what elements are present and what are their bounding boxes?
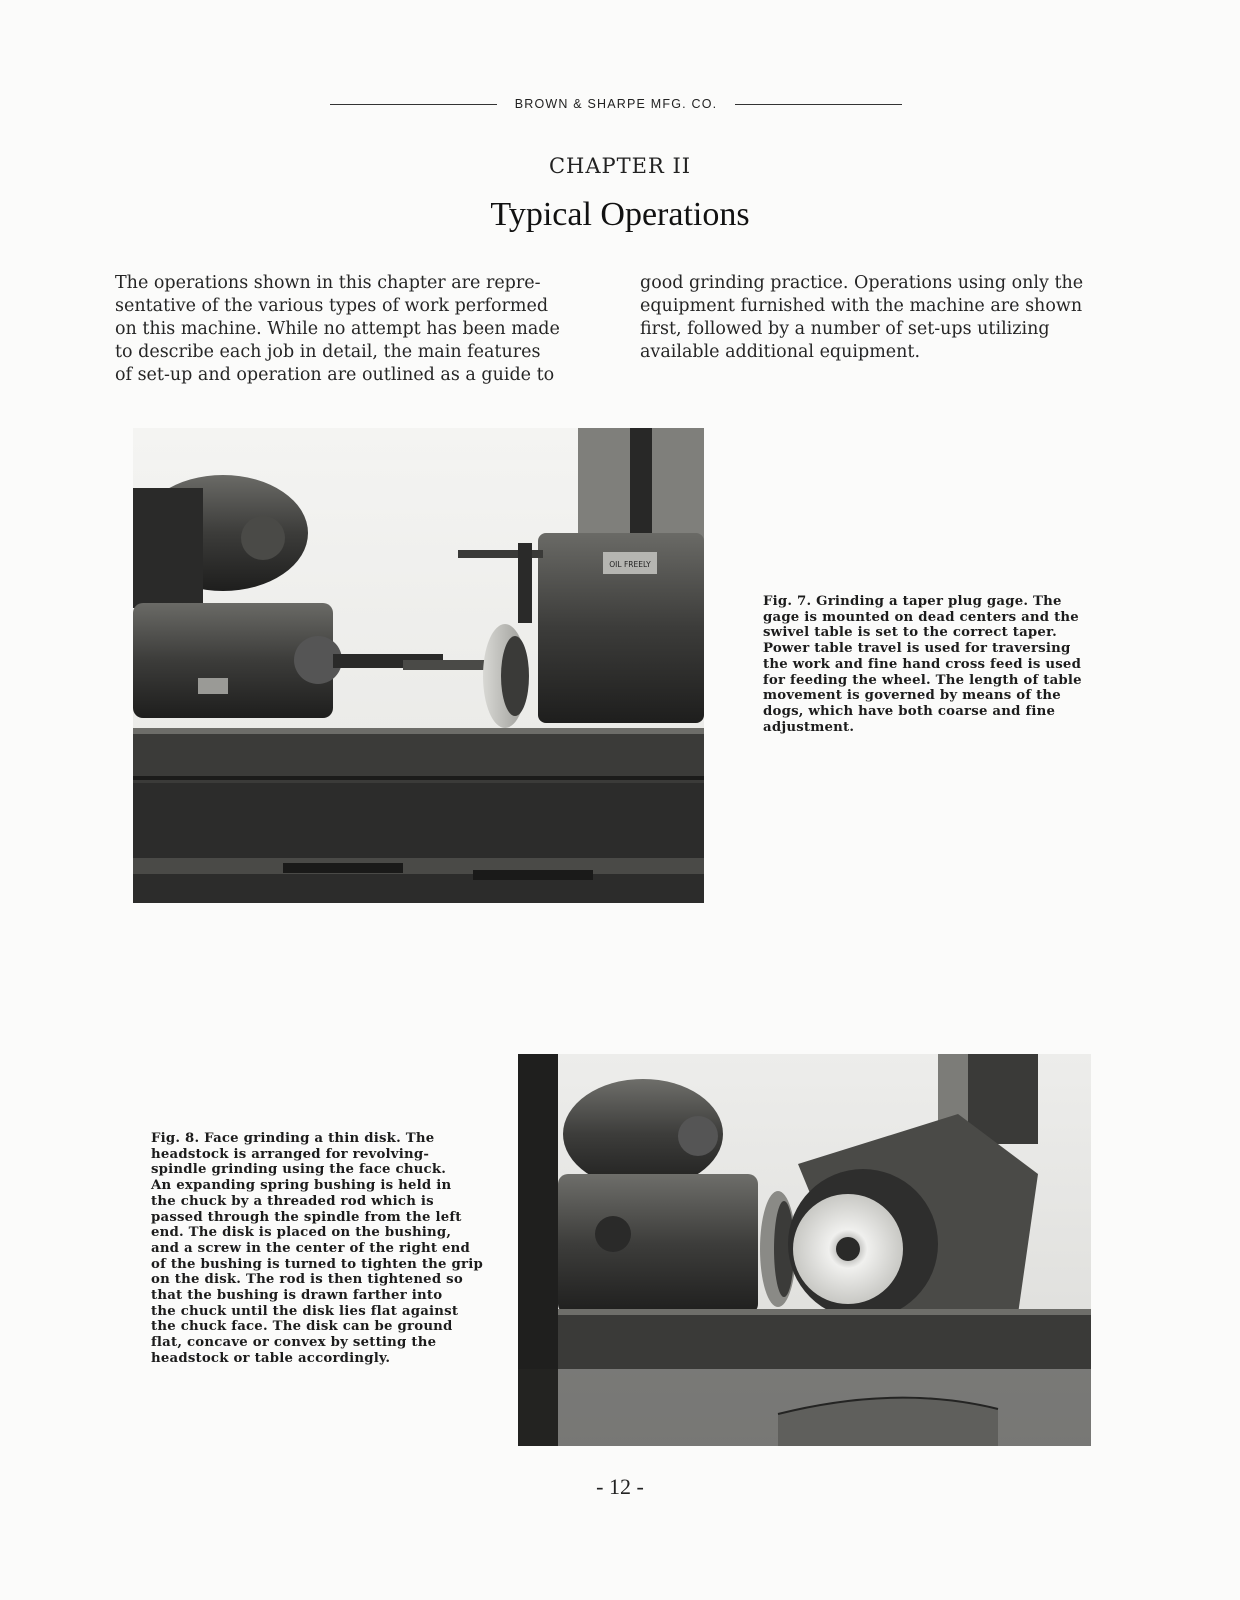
intro-line: The operations shown in this chapter are repre- (115, 273, 541, 293)
running-header (330, 94, 902, 114)
figure-7-caption (763, 594, 1082, 735)
intro-line: to describe each job in detail, the main features (115, 342, 541, 362)
figure-7-photo (133, 428, 704, 903)
intro-column-left (115, 272, 590, 387)
caption-line: gage is mounted on dead centers and the (763, 609, 1079, 625)
caption-line: An expanding spring bushing is held in (151, 1178, 452, 1194)
caption-line: headstock or table accordingly. (151, 1350, 391, 1366)
caption-line: dogs, which have both coarse and fine (763, 703, 1056, 719)
caption-line: for feeding the wheel. The length of table (763, 672, 1082, 688)
caption-line: Fig. 8. Face grinding a thin disk. The (151, 1131, 435, 1146)
intro-line: first, followed by a number of set-ups utilizing (640, 319, 1050, 339)
caption-line: passed through the spindle from the left (151, 1209, 462, 1225)
caption-line: and a screw in the center of the right end (151, 1240, 471, 1256)
caption-line: flat, concave or convex by setting the (151, 1335, 437, 1351)
intro-line: equipment furnished with the machine are shown (640, 296, 1083, 316)
caption-line: that the bushing is drawn farther into (151, 1288, 443, 1304)
caption-line: Fig. 7. Grinding a taper plug gage. The (763, 594, 1062, 609)
caption-line: the chuck face. The disk can be ground (151, 1319, 453, 1335)
header-rule-right (735, 104, 902, 105)
figure-8-caption (151, 1131, 483, 1367)
caption-line: the chuck until the disk lies flat against (151, 1303, 459, 1319)
header-rule-left (330, 104, 497, 105)
intro-line: good grinding practice. Operations using only the (640, 273, 1084, 293)
caption-line: on the disk. The rod is then tightened so (151, 1272, 463, 1288)
intro-line: sentative of the various types of work performed (115, 296, 549, 316)
caption-line: spindle grinding using the face chuck. (151, 1162, 447, 1178)
caption-line: movement is governed by means of the (763, 688, 1061, 704)
header-company: BROWN & SHARPE MFG. CO. (514, 97, 718, 111)
caption-line: Power table travel is used for traversing (763, 641, 1071, 657)
caption-line: headstock is arranged for revolving- (151, 1146, 430, 1162)
oil-freely-plate: OIL FREELY (609, 560, 651, 569)
caption-line: swivel table is set to the correct taper. (763, 625, 1057, 641)
caption-line: end. The disk is placed on the bushing, (151, 1225, 452, 1241)
figure-8-photo (518, 1054, 1091, 1446)
page-number: - 12 - (596, 1474, 644, 1499)
intro-line: available additional equipment. (640, 342, 921, 362)
caption-line: of the bushing is turned to tighten the grip (151, 1256, 483, 1272)
caption-line: the chuck by a threaded rod which is (151, 1193, 434, 1209)
intro-line: on this machine. While no attempt has been made (115, 319, 560, 339)
intro-column-right (640, 272, 1113, 364)
chapter-title: Typical Operations (490, 196, 750, 233)
caption-line: the work and fine hand cross feed is used (763, 656, 1082, 672)
chapter-label: CHAPTER II (548, 154, 692, 178)
intro-line: of set-up and operation are outlined as a guide to (115, 365, 555, 385)
caption-line: adjustment. (763, 719, 855, 735)
